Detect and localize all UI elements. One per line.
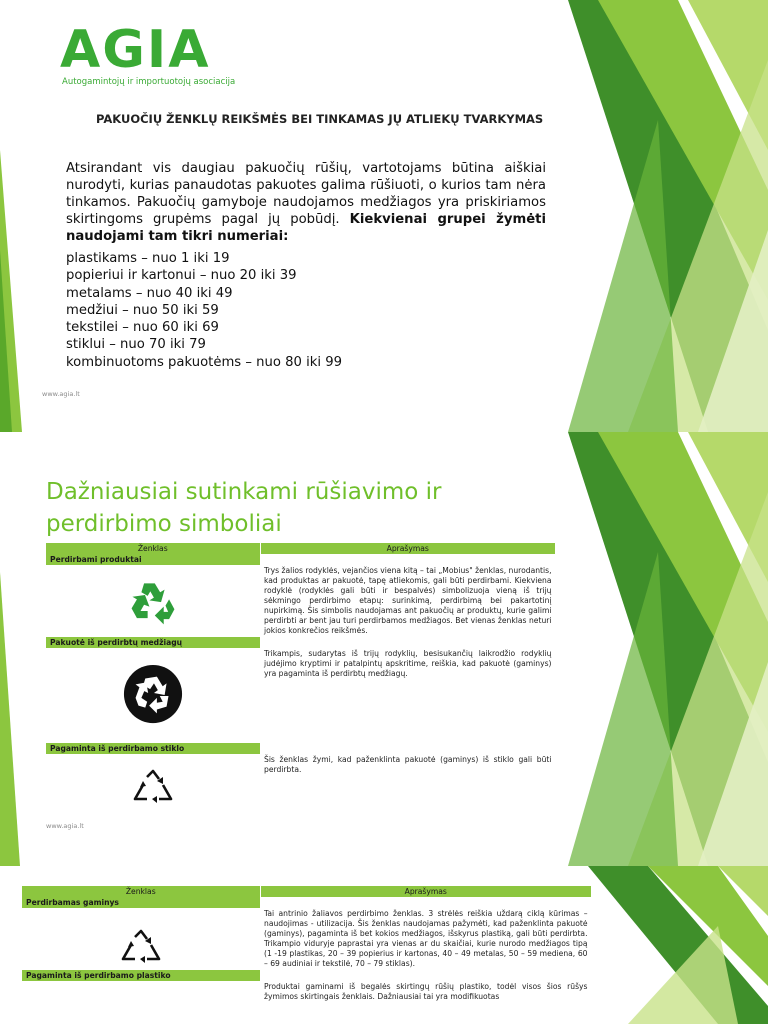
list-item: plastikams – nuo 1 iki 19 bbox=[66, 251, 230, 266]
list-item: popieriui ir kartonui – nuo 20 iki 39 bbox=[66, 268, 297, 284]
intro-paragraph bbox=[66, 160, 546, 245]
list-item: kombinuotoms pakuotėms – nuo 80 iki 99 bbox=[66, 354, 343, 370]
slide-symbols bbox=[0, 432, 768, 866]
footer-url[interactable]: www.agia.lt bbox=[42, 390, 80, 398]
recycled-circle-icon bbox=[122, 663, 184, 725]
column-header-symbol: Ženklas bbox=[46, 543, 260, 554]
right-decoration bbox=[568, 866, 768, 1024]
right-decoration bbox=[568, 432, 768, 866]
column-header-description: Aprašymas bbox=[260, 886, 592, 897]
recycle-triangle-outline-icon bbox=[133, 769, 173, 805]
slide-symbols-continued bbox=[0, 866, 768, 1024]
list-item: medžiui – nuo 50 iki 59 bbox=[66, 302, 219, 318]
footer-url[interactable]: www.agia.lt bbox=[46, 822, 84, 830]
category-label: Perdirbami produktai bbox=[46, 554, 260, 565]
intro-text: Atsirandant vis daugiau pakuočių rūšių, vartotojams būtina aiškiai nurodyti, kurias panaudotas pakuotes galima rūšiuoti, o kurios tam nėra tinkamos. Pakuočių gamyboje naudojamos medžiagos yra priskiriamos skirtingoms grupėms pagal jų pobūdį. bbox=[66, 161, 546, 227]
table-header-row bbox=[22, 886, 592, 897]
row-description: Produktai gaminami iš begalės skirtingų rūšių plastiko, todėl visos šios rūšys žymimos skirtingais ženklais. Dažniausiai tai yra modifikuotas bbox=[264, 982, 588, 1001]
table-row bbox=[46, 637, 556, 648]
table-row bbox=[46, 754, 556, 814]
table-row bbox=[22, 908, 592, 970]
table-row bbox=[46, 554, 556, 565]
table-row bbox=[46, 565, 556, 637]
category-label: Pagaminta iš perdirbamo plastiko bbox=[22, 970, 260, 981]
table-row bbox=[22, 970, 592, 981]
right-decoration bbox=[568, 0, 768, 432]
list-item: stiklui – nuo 70 iki 79 bbox=[66, 337, 206, 353]
logo-subtitle: Autogamintojų ir importuotojų asociacija bbox=[62, 77, 236, 87]
row-description: Šis ženklas žymi, kad paženklinta pakuotė (gaminys) iš stiklo gali būti perdirbta. bbox=[264, 755, 552, 774]
row-description: Tai antrinio žaliavos perdirbimo ženklas. 3 strėlės reiškia uždarą ciklą kūrimas – naudojimas - utilizacija. Šis ženklas naudojamas pažymėti, kad paženklinta pakuotė (gaminys), pagaminta iš bet kokios medžiagos, išskyrus plastiką, gali būti perdirbta. Trikampio viduryje paprastai yra vienas ar du skaičiai, kurie nurodo medžiagos tipą (1 -19 plastikas, 20 – 39 popierius ir kartonas, 40 – 49 metalas, 50 – 59 mediena, 60 – 69 audiniai ir tekstilė, 70 – 79 stiklas). bbox=[264, 909, 588, 968]
row-description: Trys žalios rodyklės, vejančios viena kitą – tai „Mobius" ženklas, nurodantis, kad produktas ar pakuotė, tapę atliekomis, gali būti perdirbami. Kiekviena rodyklė (rodyklės gali būti ir bespalvės) simbolizuoja vieną iš trijų sėkmingo perdirbimo etapų: surinkimą, perdirbimą bei pakartotinį nupirkimą. Šis simbolis naudojamas ant pakuočių ar produktų, kurie galimi perdirbti ar bent jau turi perdirbamos medžiagos. Bet vienas ženklas neturi jokios konkrečios reikšmės. bbox=[264, 566, 552, 635]
column-header-symbol: Ženklas bbox=[22, 886, 260, 897]
category-label: Pagaminta iš perdirbamo stiklo bbox=[46, 743, 260, 754]
slide-title: PAKUOČIŲ ŽENKLŲ REIKŠMĖS BEI TINKAMAS JŲ ATLIEKŲ TVARKYMAS bbox=[96, 112, 544, 126]
symbols-table-continued bbox=[22, 886, 592, 1003]
table-header-row bbox=[46, 543, 556, 554]
column-header-description: Aprašymas bbox=[260, 543, 556, 554]
left-decoration bbox=[0, 0, 30, 432]
slide-intro bbox=[0, 0, 768, 432]
recycle-triangle-outline-icon bbox=[121, 929, 161, 965]
list-item: metalams – nuo 40 iki 49 bbox=[66, 285, 233, 301]
row-description: Trikampis, sudarytas iš trijų rodyklių, besisukančių laikrodžio rodyklių judėjimo kryptimi ir patalpintų apskritime, reiškia, kad pakuotė (gaminys) yra pagaminta iš perdirbtų medžiagų. bbox=[264, 649, 552, 678]
category-label: Perdirbamas gaminys bbox=[22, 897, 260, 908]
table-row bbox=[22, 981, 592, 1003]
list-item: tekstilei – nuo 60 iki 69 bbox=[66, 320, 219, 336]
slide-title: Dažniausiai sutinkami rūšiavimo ir perdirbimo simboliai bbox=[46, 479, 442, 537]
symbols-table bbox=[46, 543, 556, 814]
logo-wordmark: AGIA bbox=[60, 20, 211, 80]
intro-bold-text: Kiekvienai grupei žymėti naudojami tam tikri numeriai: bbox=[66, 212, 546, 244]
table-row bbox=[46, 743, 556, 754]
left-decoration bbox=[0, 432, 30, 866]
agia-logo[interactable] bbox=[60, 20, 236, 92]
category-label: Pakuotė iš perdirbtų medžiagų bbox=[46, 637, 260, 648]
table-row bbox=[46, 648, 556, 743]
table-row bbox=[22, 897, 592, 908]
material-number-list bbox=[66, 250, 342, 371]
mobius-loop-green-icon bbox=[122, 578, 184, 628]
